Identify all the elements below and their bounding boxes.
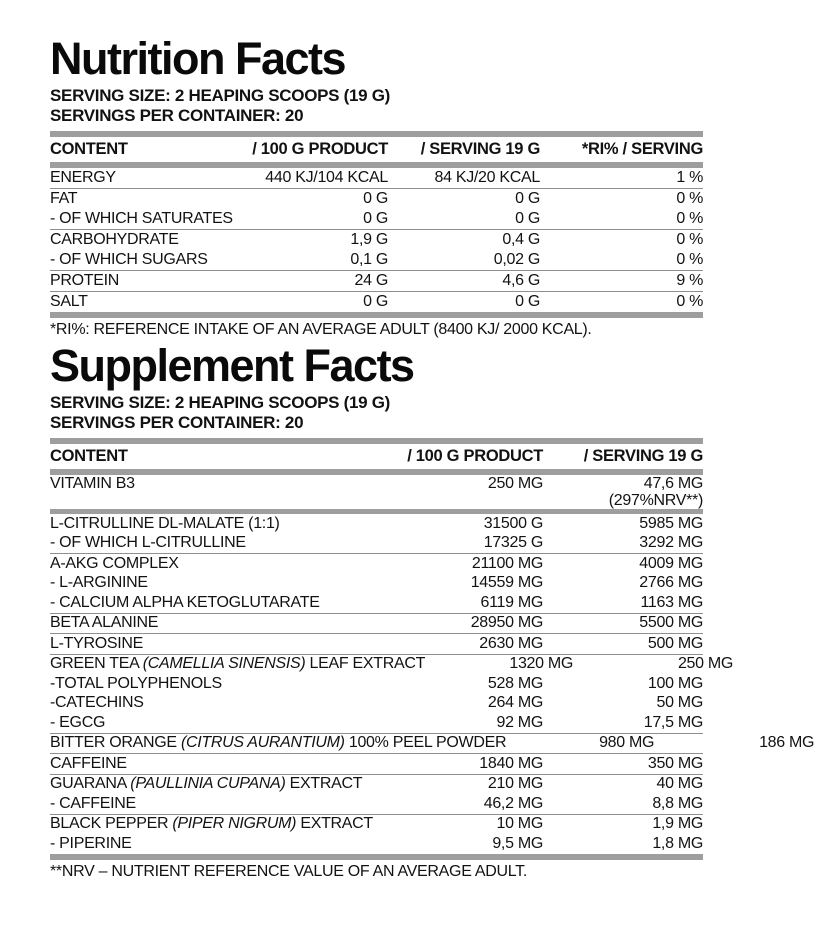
ingredient-name: - PIPERINE bbox=[50, 834, 132, 852]
ingredient-row-a-akg-complex bbox=[50, 554, 703, 574]
nutrient-name: CARBOHYDRATE bbox=[50, 231, 179, 248]
value-per-100g: 24 G bbox=[354, 272, 388, 289]
ingredient-row-l-arginine bbox=[50, 574, 703, 594]
nutrient-name: - OF WHICH SATURATES bbox=[50, 210, 233, 227]
serving-amount: 47,6 MG bbox=[643, 475, 703, 492]
ingredient-row-catechins bbox=[50, 694, 703, 714]
value-per-serving: 186 MG bbox=[759, 734, 814, 752]
ingredient-name: - L-ARGININE bbox=[50, 574, 148, 592]
nutrient-row-salt bbox=[50, 292, 703, 312]
value-per-100g: 46,2 MG bbox=[483, 794, 543, 812]
supplement-serving-size: SERVING SIZE: 2 HEAPING SCOOPS (19 G) bbox=[50, 393, 390, 412]
value-per-serving: 1,9 MG bbox=[652, 815, 703, 833]
ingredient-row-l-citrulline-dl-malate bbox=[50, 514, 703, 534]
supplement-table-header-row bbox=[50, 444, 703, 469]
value-per-100g: 528 MG bbox=[487, 674, 543, 692]
value-per-serving: 4009 MG bbox=[639, 554, 703, 572]
nutrition-col-content: CONTENT bbox=[50, 140, 128, 158]
value-per-100g: 21100 MG bbox=[471, 554, 543, 572]
ingredient-row-guarana-caffeine bbox=[50, 794, 703, 815]
nutrient-row-energy bbox=[50, 168, 703, 189]
supplement-table bbox=[50, 444, 814, 860]
thick-separator-bar bbox=[50, 854, 703, 860]
nutrient-row-carbohydrate bbox=[50, 230, 703, 250]
value-per-serving: 0,02 G bbox=[493, 251, 540, 268]
nutrient-name: FAT bbox=[50, 190, 78, 207]
value-per-serving: 250 MG bbox=[677, 655, 734, 673]
nutrient-name: PROTEIN bbox=[50, 272, 120, 289]
nutrient-row-saturates bbox=[50, 209, 703, 230]
ingredient-name: -TOTAL POLYPHENOLS bbox=[50, 674, 222, 692]
value-per-100g: 250 MG bbox=[487, 475, 543, 492]
value-per-serving bbox=[543, 475, 703, 509]
ingredient-row-caffeine bbox=[50, 754, 703, 775]
value-per-100g: 2630 MG bbox=[479, 634, 543, 652]
value-per-serving: 0 G bbox=[515, 293, 540, 310]
value-per-100g: 440 KJ/104 KCAL bbox=[265, 169, 388, 186]
value-per-serving: 50 MG bbox=[656, 694, 703, 712]
value-per-serving: 5500 MG bbox=[639, 614, 703, 632]
value-per-100g: 1,9 G bbox=[350, 231, 388, 248]
value-per-serving: 40 MG bbox=[656, 775, 703, 793]
ingredient-row-beta-alanine bbox=[50, 614, 703, 635]
value-per-serving: 0 G bbox=[515, 210, 540, 227]
nutrient-name: ENERGY bbox=[50, 169, 116, 186]
nutrition-col-per-serving: / SERVING 19 G bbox=[420, 140, 540, 158]
value-per-serving: 5985 MG bbox=[639, 514, 703, 532]
nutrition-col-per-100g: / 100 G PRODUCT bbox=[252, 140, 388, 158]
value-per-100g: 9,5 MG bbox=[492, 834, 543, 852]
value-per-serving: 4,6 G bbox=[502, 272, 540, 289]
nutrient-name: SALT bbox=[50, 293, 88, 310]
ingredient-name: L-TYROSINE bbox=[50, 634, 144, 652]
ingredient-name: - CAFFEINE bbox=[50, 794, 136, 812]
nutrient-row-protein bbox=[50, 271, 703, 292]
ingredient-name: BETA ALANINE bbox=[50, 614, 159, 632]
nrv-percent-note: (297%NRV**) bbox=[608, 492, 703, 509]
ingredient-name: BLACK PEPPER (PIPER NIGRUM) EXTRACT bbox=[50, 815, 373, 833]
value-per-serving: 84 KJ/20 KCAL bbox=[434, 169, 540, 186]
value-per-100g: 980 MG bbox=[599, 734, 655, 752]
ri-percent: 0 % bbox=[676, 210, 703, 227]
nutrition-col-ri-per-serving: *RI% / SERVING bbox=[581, 140, 703, 158]
supplement-col-per-100g: / 100 G PRODUCT bbox=[407, 447, 543, 465]
ingredient-row-calcium-alpha-ketoglutarate bbox=[50, 593, 703, 614]
value-per-100g: 0 G bbox=[363, 293, 388, 310]
ingredient-row-vitamin-b3 bbox=[50, 475, 703, 509]
ingredient-row-egcg bbox=[50, 713, 703, 734]
ingredient-name: CAFFEINE bbox=[50, 754, 127, 772]
nutrition-servings-per-container: SERVINGS PER CONTAINER: 20 bbox=[50, 106, 304, 125]
value-per-serving: 0 G bbox=[515, 190, 540, 207]
value-per-100g: 31500 G bbox=[483, 514, 543, 532]
value-per-serving: 2766 MG bbox=[639, 574, 703, 592]
value-per-serving: 500 MG bbox=[647, 634, 703, 652]
nutrient-name: - OF WHICH SUGARS bbox=[50, 251, 208, 268]
value-per-100g: 10 MG bbox=[496, 815, 543, 833]
nutrition-facts-title: Nutrition Facts bbox=[50, 33, 346, 84]
nutrition-table-header-row bbox=[50, 137, 703, 162]
ingredient-row-bitter-orange-peel-powder bbox=[50, 734, 814, 755]
thick-separator-bar bbox=[50, 312, 703, 318]
ingredient-name: L-CITRULLINE DL-MALATE (1:1) bbox=[50, 514, 280, 532]
ri-percent: 0 % bbox=[676, 231, 703, 248]
value-per-100g: 1840 MG bbox=[479, 754, 543, 772]
value-per-serving: 17,5 MG bbox=[643, 713, 703, 731]
value-per-serving: 0,4 G bbox=[502, 231, 540, 248]
ri-percent: 0 % bbox=[676, 251, 703, 268]
ingredient-name: - OF WHICH L-CITRULLINE bbox=[50, 534, 246, 552]
ingredient-row-black-pepper-extract bbox=[50, 815, 703, 835]
nutrient-row-sugars bbox=[50, 250, 703, 271]
supplement-col-content: CONTENT bbox=[50, 447, 128, 465]
value-per-100g: 28950 MG bbox=[470, 614, 543, 632]
value-per-100g: 0 G bbox=[363, 190, 388, 207]
ingredient-row-guarana-extract bbox=[50, 775, 703, 795]
ingredient-row-of-which-l-citrulline bbox=[50, 534, 703, 555]
value-per-serving: 1,8 MG bbox=[652, 834, 703, 852]
ingredient-name: - CALCIUM ALPHA KETOGLUTARATE bbox=[50, 593, 320, 611]
ingredient-name: - EGCG bbox=[50, 713, 106, 731]
ingredient-name: GREEN TEA (CAMELLIA SINENSIS) LEAF EXTRACT bbox=[50, 655, 426, 673]
ri-percent: 0 % bbox=[676, 293, 703, 310]
nutrient-row-fat bbox=[50, 189, 703, 209]
value-per-100g: 0 G bbox=[363, 210, 388, 227]
value-per-serving: 8,8 MG bbox=[652, 794, 703, 812]
ri-percent: 0 % bbox=[676, 190, 703, 207]
value-per-100g: 14559 MG bbox=[470, 574, 543, 592]
value-per-100g: 6119 MG bbox=[480, 593, 543, 611]
ri-percent: 9 % bbox=[676, 272, 703, 289]
supplement-servings-per-container: SERVINGS PER CONTAINER: 20 bbox=[50, 413, 304, 432]
nutrition-label-document bbox=[0, 33, 814, 936]
ri-percent: 1 % bbox=[676, 169, 703, 186]
ingredient-name: -CATECHINS bbox=[50, 694, 144, 712]
nutrition-serving-size: SERVING SIZE: 2 HEAPING SCOOPS (19 G) bbox=[50, 86, 390, 105]
value-per-serving: 350 MG bbox=[647, 754, 703, 772]
value-per-100g: 0,1 G bbox=[350, 251, 388, 268]
value-per-100g: 1320 MG bbox=[509, 655, 574, 673]
value-per-100g: 210 MG bbox=[487, 775, 543, 793]
ingredient-row-piperine bbox=[50, 834, 703, 854]
supplement-col-per-serving: / SERVING 19 G bbox=[583, 447, 703, 465]
ingredient-name: BITTER ORANGE (CITRUS AURANTIUM) 100% PEEL POWDER bbox=[50, 734, 507, 752]
value-per-100g: 17325 G bbox=[483, 534, 543, 552]
nutrition-table bbox=[50, 137, 703, 318]
value-per-serving: 3292 MG bbox=[639, 534, 703, 552]
nutrition-ri-footnote: *RI%: REFERENCE INTAKE OF AN AVERAGE ADULT (8400 KJ/ 2000 KCAL). bbox=[50, 321, 592, 338]
ingredient-row-total-polyphenols bbox=[50, 674, 703, 694]
value-per-100g: 264 MG bbox=[487, 694, 543, 712]
ingredient-name: A-AKG COMPLEX bbox=[50, 554, 179, 572]
ingredient-row-green-tea-leaf-extract bbox=[50, 655, 734, 675]
value-per-serving: 100 MG bbox=[647, 674, 703, 692]
ingredient-name: GUARANA (PAULLINIA CUPANA) EXTRACT bbox=[50, 775, 363, 793]
value-per-100g: 92 MG bbox=[496, 713, 543, 731]
ingredient-row-l-tyrosine bbox=[50, 634, 703, 655]
supplement-nrv-footnote: **NRV – NUTRIENT REFERENCE VALUE OF AN AVERAGE ADULT. bbox=[50, 862, 527, 880]
ingredient-name: VITAMIN B3 bbox=[50, 475, 135, 492]
value-per-serving: 1163 MG bbox=[640, 593, 703, 611]
supplement-facts-title: Supplement Facts bbox=[50, 340, 414, 391]
